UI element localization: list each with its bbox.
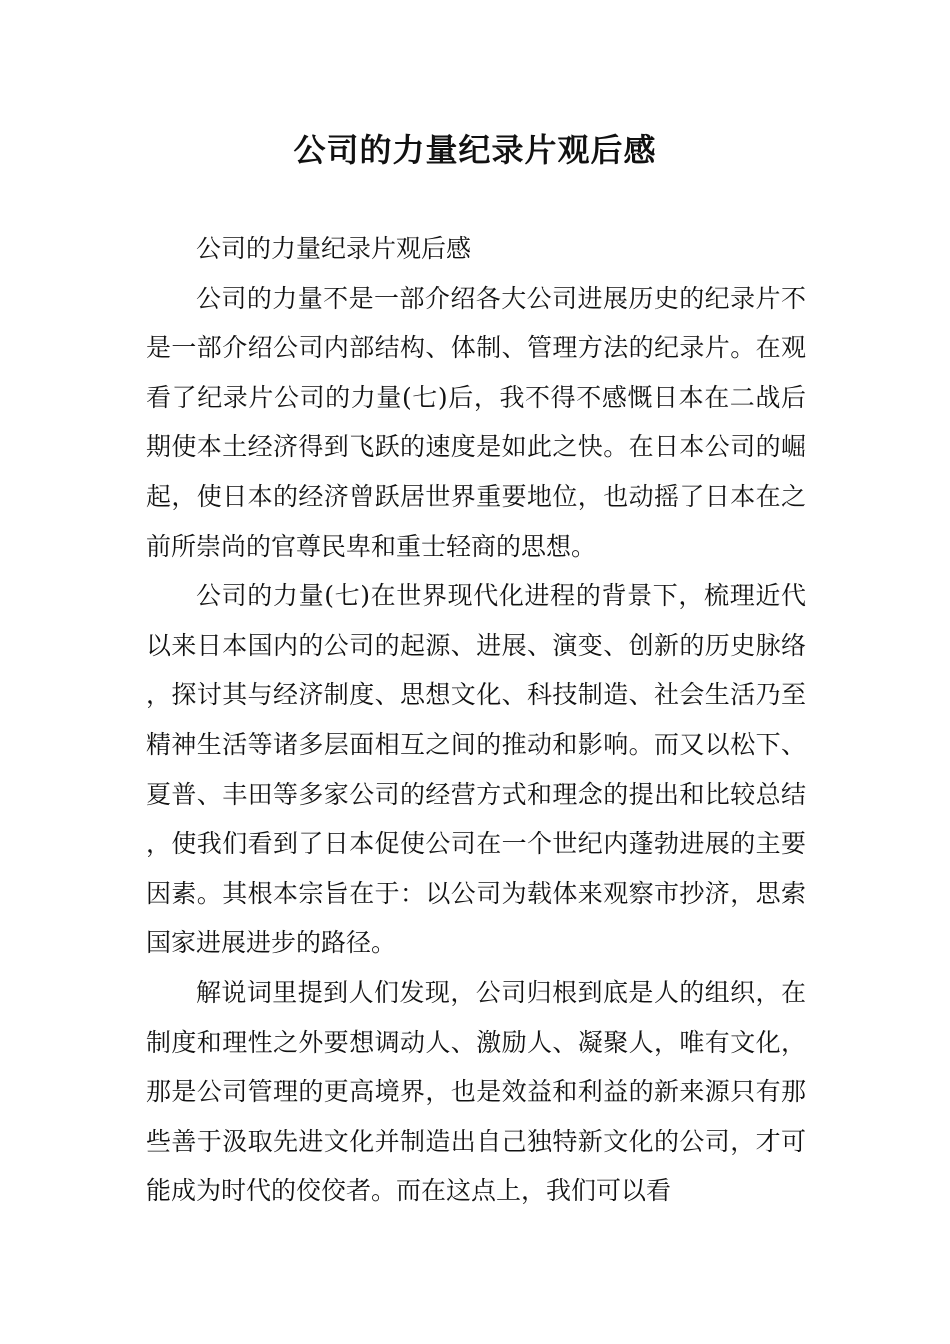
document-body (146, 224, 806, 1216)
paragraph-1: 公司的力量不是一部介绍各大公司进展历史的纪录片不是一部介绍公司内部结构、体制、管理方法的纪录片。在观看了纪录片公司的力量(七)后，我不得不感慨日本在二战后期使本土经济得到飞跃的速度是如此之快。在日本公司的崛起，使日本的经济曾跃居世界重要地位，也动摇了日本在之前所崇尚的官尊民卑和重士轻商的思想。 (146, 283, 806, 561)
document-title: 公司的力量纪录片观后感 (293, 131, 657, 169)
paragraph-3: 解说词里提到人们发现，公司归根到底是人的组织，在制度和理性之外要想调动人、激励人、凝聚人，唯有文化，那是公司管理的更高境界，也是效益和利益的新来源只有那些善于汲取先进文化并制造出自己独特新文化的公司，才可能成为时代的佼佼者。而在这点上，我们可以看 (146, 977, 806, 1206)
paragraph-2: 公司的力量(七)在世界现代化进程的背景下，梳理近代以来日本国内的公司的起源、进展、演变、创新的历史脉络，探讨其与经济制度、思想文化、科技制造、社会生活乃至精神生活等诸多层面相互之间的推动和影响。而又以松下、夏普、丰田等多家公司的经营方式和理念的提出和比较总结，使我们看到了日本促使公司在一个世纪内蓬勃进展的主要因素。其根本宗旨在于：以公司为载体来观察市抄济，思索国家进展进步的路径。 (146, 581, 806, 958)
paragraph-subtitle: 公司的力量纪录片观后感 (196, 234, 472, 263)
